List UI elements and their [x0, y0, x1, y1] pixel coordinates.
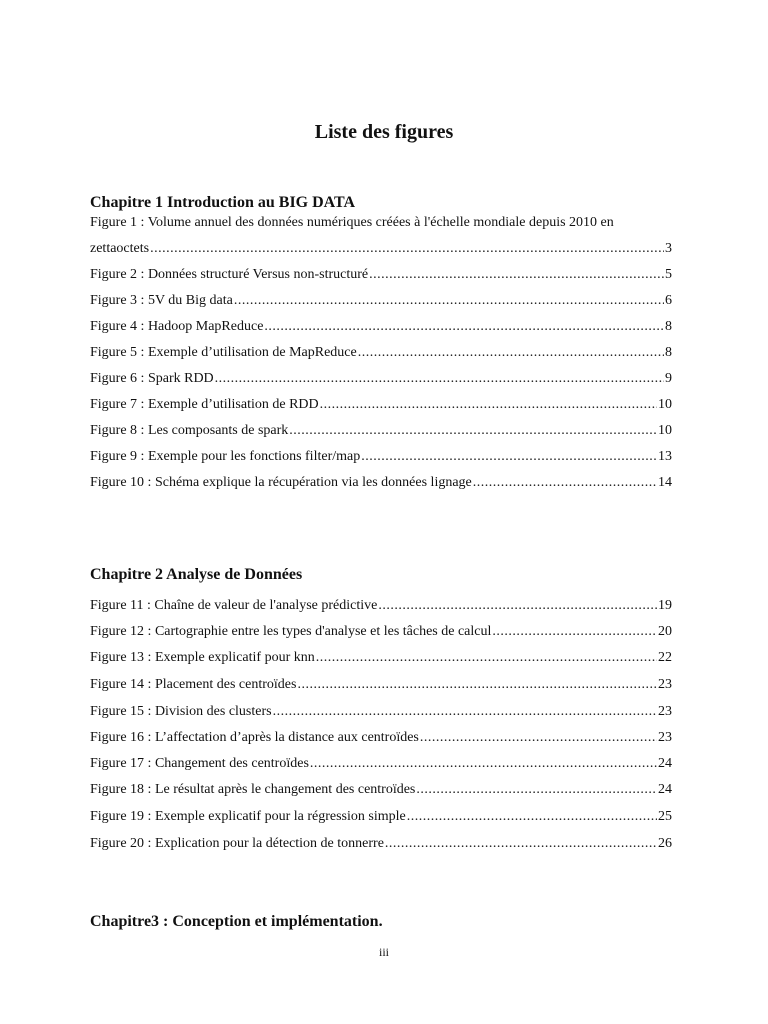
page-number: iii	[378, 945, 389, 959]
figure-entry-19[interactable]	[90, 808, 672, 826]
figure-entry-11[interactable]	[90, 597, 672, 615]
figure-page-number: 22	[658, 650, 672, 665]
dot-leader	[358, 344, 664, 362]
figure-entry-10[interactable]	[90, 474, 672, 492]
figure-page-number: 20	[658, 624, 672, 639]
dot-leader	[369, 266, 664, 284]
figure-page-number: 24	[658, 756, 672, 771]
figure-label: Figure 13 : Exemple explicatif pour knn	[90, 650, 315, 665]
dot-leader	[273, 703, 657, 721]
figure-entry-14[interactable]	[90, 676, 672, 694]
figure-page-number: 8	[665, 319, 672, 334]
figure-page-number: 19	[658, 598, 672, 613]
figure-entry-13[interactable]	[90, 649, 672, 667]
dot-leader	[215, 370, 664, 388]
figure-entry-1-line1: Figure 1 : Volume annuel des données numériques créées à l'échelle mondiale depuis 2010 en	[90, 215, 614, 230]
figure-label: Figure 15 : Division des clusters	[90, 704, 272, 719]
figure-page-number: 6	[665, 293, 672, 308]
figure-page-number: 23	[658, 677, 672, 692]
figure-label: Figure 19 : Exemple explicatif pour la régression simple	[90, 809, 406, 824]
figure-label: Figure 14 : Placement des centroïdes	[90, 677, 297, 692]
figure-label: Figure 3 : 5V du Big data	[90, 293, 233, 308]
figure-page-number: 9	[665, 371, 672, 386]
figure-entry-18[interactable]	[90, 781, 672, 799]
figure-label: zettaoctets	[90, 241, 150, 256]
figure-page-number: 23	[658, 704, 672, 719]
figure-page-number: 25	[658, 809, 672, 824]
chapter-heading-2: Chapitre 2 Analyse de Données	[90, 566, 303, 583]
figure-label: Figure 6 : Spark RDD	[90, 371, 214, 386]
dot-leader	[289, 422, 657, 440]
figure-page-number: 13	[658, 449, 672, 464]
page-title: Liste des figures	[314, 121, 454, 143]
figure-page-number: 10	[658, 397, 672, 412]
figure-entry-6[interactable]	[90, 370, 672, 388]
dot-leader	[361, 448, 657, 466]
figure-label: Figure 9 : Exemple pour les fonctions filter/map	[90, 449, 361, 464]
figure-label: Figure 2 : Données structuré Versus non-structuré	[90, 267, 369, 282]
dot-leader	[473, 474, 657, 492]
dot-leader	[297, 676, 657, 694]
figure-entry-15[interactable]	[90, 703, 672, 721]
figure-entry-1[interactable]	[90, 240, 672, 258]
figure-entry-5[interactable]	[90, 344, 672, 362]
figure-entry-2[interactable]	[90, 266, 672, 284]
dot-leader	[310, 755, 657, 773]
figure-label: Figure 7 : Exemple d’utilisation de RDD	[90, 397, 319, 412]
figure-page-number: 14	[658, 475, 672, 490]
figure-entry-9[interactable]	[90, 448, 672, 466]
figure-page-number: 3	[665, 241, 672, 256]
dot-leader	[320, 396, 657, 414]
figure-entry-12[interactable]	[90, 623, 672, 641]
dot-leader	[234, 292, 664, 310]
figure-entry-3[interactable]	[90, 292, 672, 310]
figure-entry-20[interactable]	[90, 835, 672, 853]
chapter-heading-3: Chapitre3 : Conception et implémentation.	[90, 913, 383, 930]
figure-label: Figure 10 : Schéma explique la récupération via les données lignage	[90, 475, 472, 490]
figure-label: Figure 8 : Les composants de spark	[90, 423, 289, 438]
dot-leader	[385, 835, 657, 853]
figure-entry-8[interactable]	[90, 422, 672, 440]
dot-leader	[407, 808, 657, 826]
figure-label: Figure 5 : Exemple d’utilisation de MapReduce	[90, 345, 357, 360]
figure-entry-7[interactable]	[90, 396, 672, 414]
figure-label: Figure 12 : Cartographie entre les types d'analyse et les tâches de calcul	[90, 624, 492, 639]
figure-page-number: 24	[658, 782, 672, 797]
dot-leader	[316, 649, 657, 667]
figure-page-number: 5	[665, 267, 672, 282]
figure-entry-17[interactable]	[90, 755, 672, 773]
figure-label: Figure 17 : Changement des centroïdes	[90, 756, 309, 771]
figure-label: Figure 16 : L’affectation d’après la distance aux centroïdes	[90, 730, 419, 745]
figure-entry-16[interactable]	[90, 729, 672, 747]
figure-page-number: 23	[658, 730, 672, 745]
figure-page-number: 26	[658, 836, 672, 851]
figure-entry-4[interactable]	[90, 318, 672, 336]
figure-label: Figure 11 : Chaîne de valeur de l'analyse prédictive	[90, 598, 378, 613]
dot-leader	[264, 318, 664, 336]
dot-leader	[416, 781, 657, 799]
figure-page-number: 10	[658, 423, 672, 438]
figure-page-number: 8	[665, 345, 672, 360]
dot-leader	[420, 729, 657, 747]
figure-label: Figure 4 : Hadoop MapReduce	[90, 319, 264, 334]
dot-leader	[150, 240, 664, 258]
dot-leader	[378, 597, 657, 615]
dot-leader	[492, 623, 657, 641]
figure-label: Figure 18 : Le résultat après le changement des centroïdes	[90, 782, 416, 797]
figure-label: Figure 20 : Explication pour la détection de tonnerre	[90, 836, 384, 851]
chapter-heading-1: Chapitre 1 Introduction au BIG DATA	[90, 194, 356, 211]
